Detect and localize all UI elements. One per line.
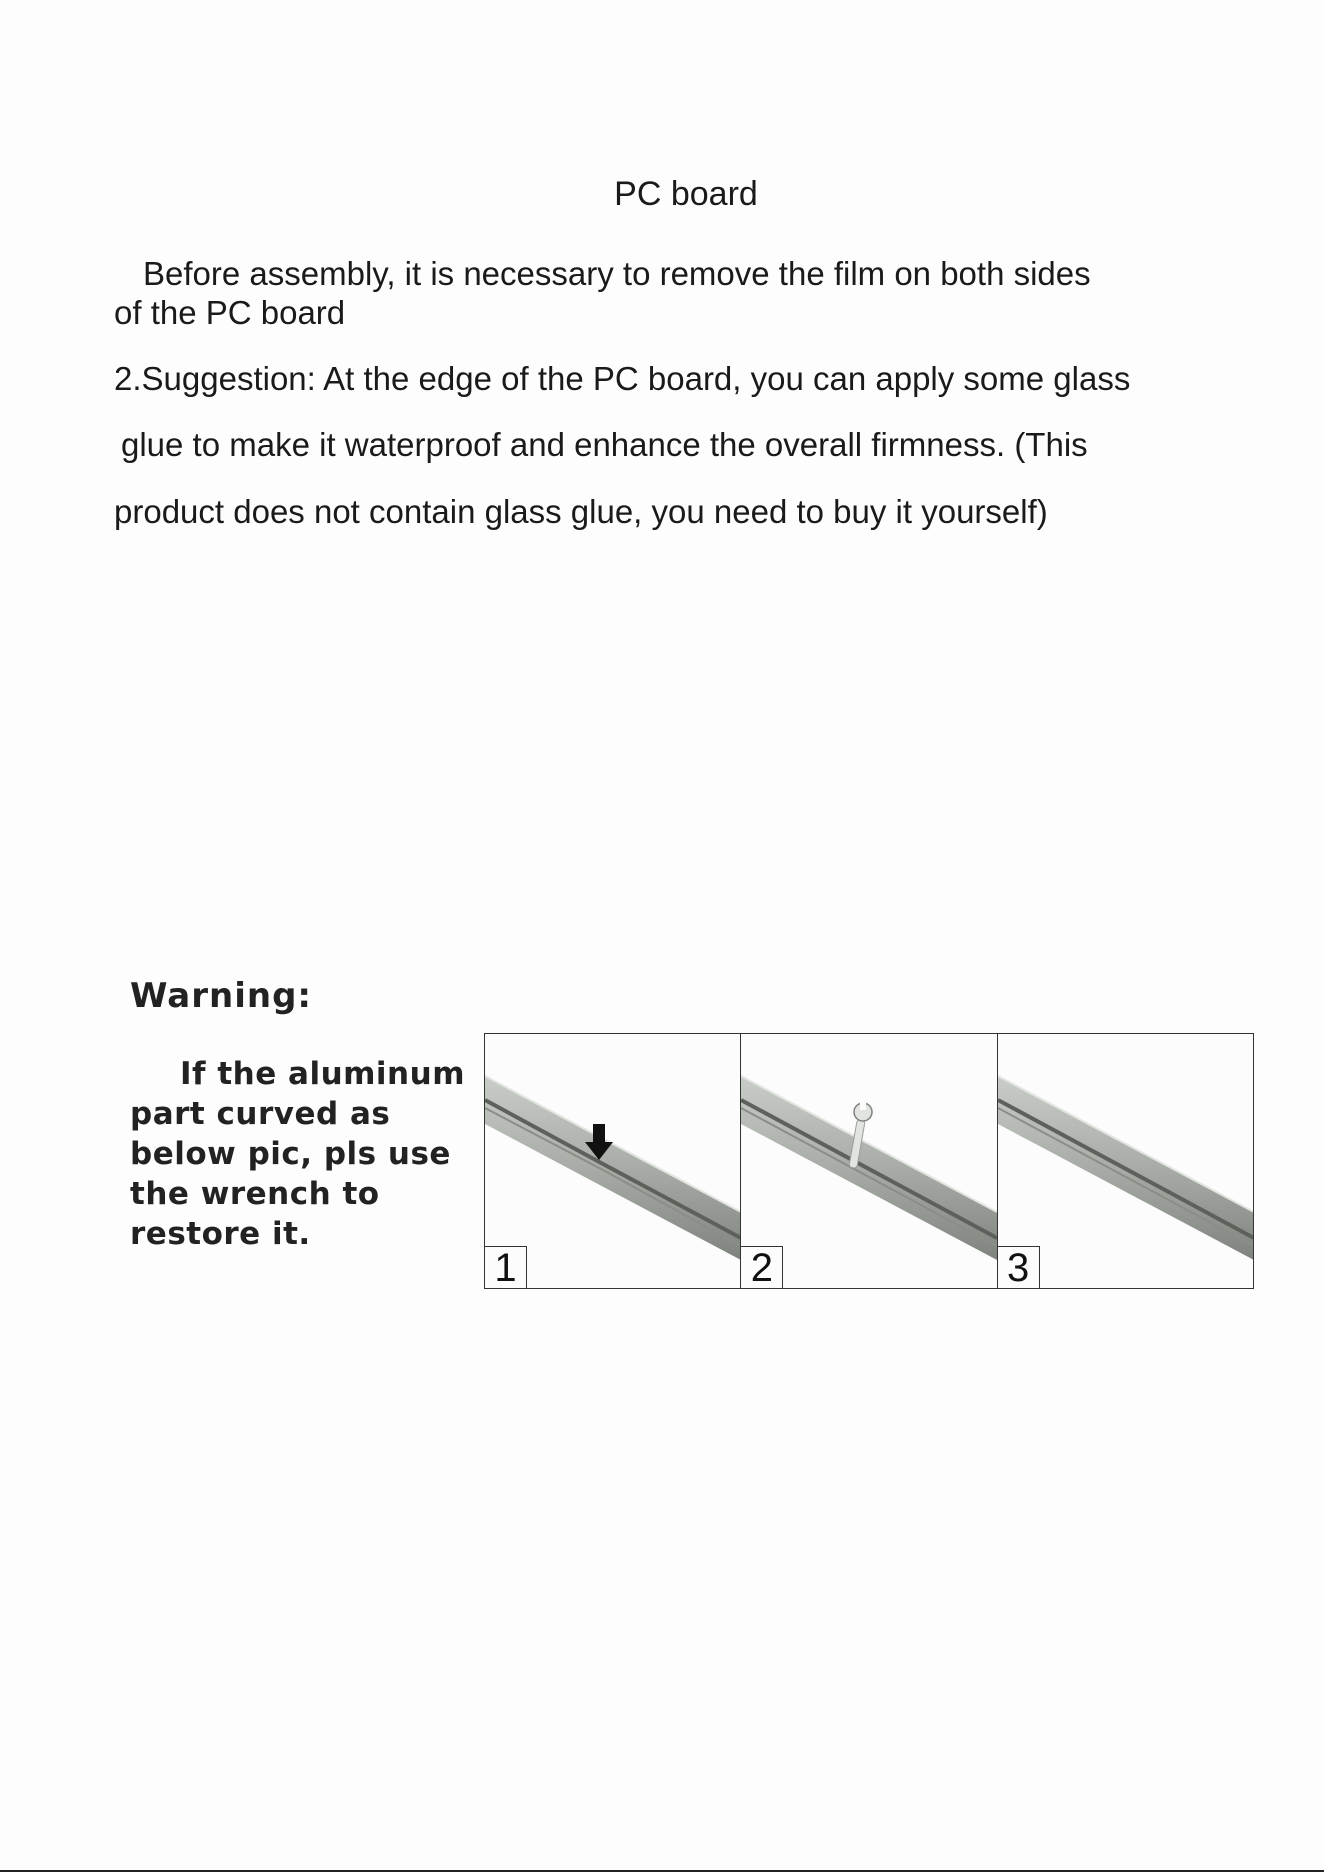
warning-line: part curved as: [130, 1096, 391, 1132]
suggestion-line-1: 2.Suggestion: At the edge of the PC board, you can apply some glass: [114, 360, 1131, 397]
intro-line-1: Before assembly, it is necessary to remove the film on both sides: [143, 255, 1091, 292]
page-title: PC board: [614, 175, 758, 213]
illustration-panel-1: [485, 1034, 740, 1288]
warning-line: If the aluminum: [180, 1056, 466, 1092]
intro-line-2: of the PC board: [114, 294, 346, 331]
panel-number: 2: [741, 1246, 783, 1288]
illustration-panel-2: [740, 1034, 996, 1288]
repair-illustration: [484, 1033, 1254, 1289]
warning-line: restore it.: [130, 1216, 311, 1252]
panel-number: 3: [998, 1246, 1040, 1288]
suggestion-line-2: glue to make it waterproof and enhance the overall firmness. (This: [121, 426, 1088, 463]
suggestion-line-3: product does not contain glass glue, you need to buy it yourself): [114, 493, 1048, 530]
panel-number: 1: [485, 1246, 527, 1288]
warning-text: [130, 1054, 475, 1254]
warning-line: the wrench to: [130, 1176, 380, 1212]
illustration-panel-3: [997, 1034, 1253, 1288]
warning-title: Warning:: [130, 976, 313, 1016]
warning-line: below pic, pls use: [130, 1136, 451, 1172]
